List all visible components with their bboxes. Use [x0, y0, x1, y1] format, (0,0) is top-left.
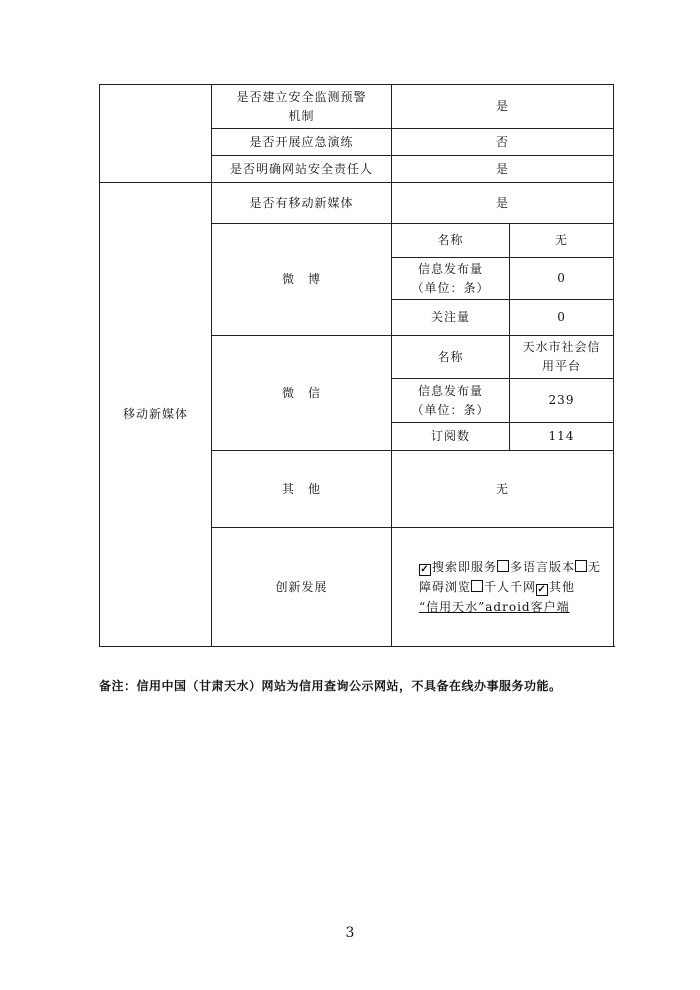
drill-value: 否: [392, 129, 614, 156]
innovation-other-text: “信用天水”adroid客户端: [419, 600, 570, 614]
weibo-followers-label: 关注量: [392, 300, 510, 336]
footnote: 备注：信用中国（甘肃天水）网站为信用查询公示网站，不具备在线办事服务功能。: [99, 679, 562, 693]
option-label: 多语言版本: [510, 560, 576, 574]
checkbox-checked-icon: ✓: [537, 584, 547, 595]
weibo-publish-value: 0: [510, 258, 614, 300]
row-monitoring: [100, 85, 614, 129]
has-media-value: 是: [392, 183, 614, 224]
mobile-section-label: 移动新媒体: [100, 183, 212, 647]
checkbox-empty-icon: [471, 580, 483, 592]
innovation-options: [392, 528, 614, 647]
option-label: 无障碍浏览: [419, 560, 602, 594]
wechat-name-value: 天水市社会信 用平台: [510, 336, 614, 379]
drill-label: 是否开展应急演练: [212, 129, 392, 156]
checkbox-empty-icon: [575, 560, 587, 572]
row-has-media: [100, 183, 614, 224]
option-personalized: [471, 580, 536, 594]
option-multilingual: [497, 560, 575, 574]
has-media-label: 是否有移动新媒体: [212, 183, 392, 224]
monitoring-value: 是: [392, 85, 614, 129]
responsible-value: 是: [392, 156, 614, 183]
wechat-publish-value: 239: [510, 379, 614, 423]
checkbox-checked-icon: ✓: [420, 564, 430, 575]
weibo-publish-label: 信息发布量 （单位：条）: [392, 258, 510, 300]
innovation-other-line: [419, 597, 609, 617]
innovation-label: 创新发展: [212, 528, 392, 647]
innovation-options-line: [419, 557, 609, 597]
wechat-label: 微 信: [212, 336, 392, 451]
section-label-empty: [100, 85, 212, 183]
option-search-service: [419, 560, 497, 574]
checkbox-empty-icon: [497, 560, 509, 572]
responsible-label: 是否明确网站安全责任人: [212, 156, 392, 183]
option-label: 千人千网: [484, 580, 537, 594]
option-other: [536, 580, 575, 594]
wechat-name-label: 名称: [392, 336, 510, 379]
other-value: 无: [392, 451, 614, 528]
report-table: [99, 84, 614, 647]
wechat-subscribers-value: 114: [510, 423, 614, 451]
option-label: 搜索即服务: [432, 560, 498, 574]
weibo-name-label: 名称: [392, 224, 510, 258]
wechat-publish-label: 信息发布量 （单位：条）: [392, 379, 510, 423]
weibo-followers-value: 0: [510, 300, 614, 336]
other-label: 其 他: [212, 451, 392, 528]
monitoring-label: 是否建立安全监测预警 机制: [212, 85, 392, 129]
weibo-name-value: 无: [510, 224, 614, 258]
wechat-subscribers-label: 订阅数: [392, 423, 510, 451]
weibo-label: 微 博: [212, 224, 392, 336]
option-label: 其他: [549, 580, 576, 594]
page-number: 3: [345, 925, 355, 941]
